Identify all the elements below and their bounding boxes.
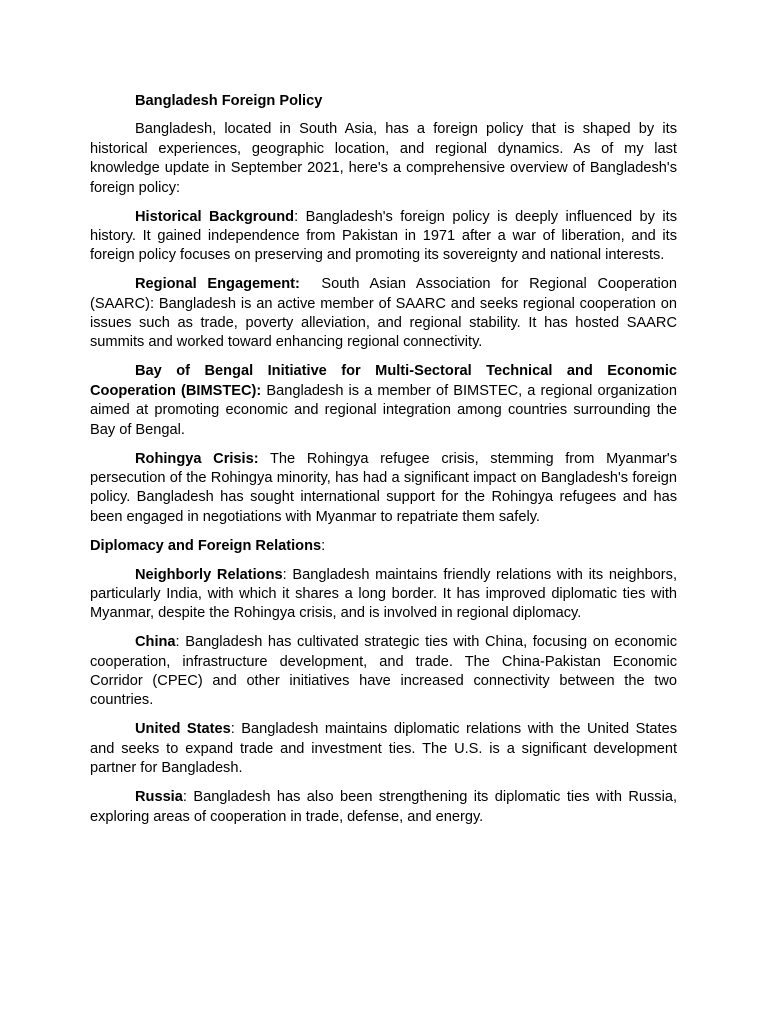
china-heading: China xyxy=(135,634,176,651)
diplomacy-heading-colon: : xyxy=(321,537,326,554)
russia-separator: : xyxy=(182,789,194,806)
rohingya-crisis-paragraph xyxy=(90,450,677,528)
neighborly-relations-text: Bangladesh maintains friendly relations with its neighbors, particularly India, with which it shares a long border. It has improved diplomatic ties with Myanmar, despite the Rohingya crisis, and is involved in regional diplomacy. xyxy=(90,566,678,622)
regional-engagement-separator xyxy=(300,276,322,292)
rohingya-crisis-separator xyxy=(259,451,270,467)
historical-background-heading: Historical Background xyxy=(135,208,295,225)
united-states-heading: United States xyxy=(135,721,231,738)
rohingya-crisis-heading: Rohingya Crisis: xyxy=(135,450,259,467)
neighborly-relations-separator: : xyxy=(282,566,293,583)
document-page xyxy=(90,92,677,836)
united-states-separator: : xyxy=(230,721,242,738)
neighborly-relations-heading: Neighborly Relations xyxy=(135,566,283,583)
historical-background-separator: : xyxy=(294,208,306,225)
regional-engagement-paragraph xyxy=(90,275,677,353)
regional-engagement-heading: Regional Engagement: xyxy=(135,276,300,293)
bimstec-text: Bangladesh is a member of BIMSTEC, a regional organization aimed at promoting economic and regional integration among countries surrounding the Bay of Bengal. xyxy=(90,382,677,438)
united-states-paragraph xyxy=(90,720,677,778)
bimstec-paragraph xyxy=(90,362,677,440)
bimstec-heading: Bay of Bengal Initiative for Multi-Sectoral Technical and Economic Cooperation (BIMSTEC): xyxy=(90,363,677,399)
diplomacy-heading: Diplomacy and Foreign Relations xyxy=(90,537,322,554)
historical-background-text: Bangladesh's foreign policy is deeply influenced by its history. It gained independence from Pakistan in 1971 after a war of liberation, and its foreign policy focuses on preserving and promoting its sovereignty and national interests. xyxy=(90,208,678,264)
rohingya-crisis-text: The Rohingya refugee crisis, stemming from Myanmar's persecution of the Rohingya minority, has had a significant impact on Bangladesh's foreign policy. Bangladesh has sought international support for the Rohingya refugees and has been engaged in negotiations with Myanmar to repatriate them safely. xyxy=(90,450,677,525)
russia-heading: Russia xyxy=(135,789,183,806)
united-states-text: Bangladesh maintains diplomatic relations with the United States and seeks to expand trade and investment ties. The U.S. is a significant development partner for Bangladesh. xyxy=(90,721,678,777)
russia-text: Bangladesh has also been strengthening its diplomatic ties with Russia, exploring areas of cooperation in trade, defense, and energy. xyxy=(90,789,678,825)
china-paragraph xyxy=(90,633,677,711)
china-separator: : xyxy=(175,634,186,651)
document-title: Bangladesh Foreign Policy xyxy=(135,93,323,109)
diplomacy-heading-paragraph xyxy=(90,537,677,556)
regional-engagement-text: South Asian Association for Regional Cooperation (SAARC): Bangladesh is an active member of SAARC and seeks regional cooperation on issues such as trade, poverty alleviation, and regional stability. It has hosted SAARC summits and worked toward enhancing regional connectivity. xyxy=(90,276,677,351)
china-text: Bangladesh has cultivated strategic ties with China, focusing on economic cooperation, infrastructure development, and trade. The China-Pakistan Economic Corridor (CPEC) and other initiatives have increased connectivity between the two countries. xyxy=(90,634,678,709)
historical-background-paragraph xyxy=(90,208,677,266)
neighborly-relations-paragraph xyxy=(90,566,677,624)
intro-paragraph: Bangladesh, located in South Asia, has a foreign policy that is shaped by its historical experiences, geographic location, and regional dynamics. As of my last knowledge update in September 2021, here's a comprehensive overview of Bangladesh's foreign policy: xyxy=(90,121,677,196)
russia-paragraph xyxy=(90,788,677,827)
